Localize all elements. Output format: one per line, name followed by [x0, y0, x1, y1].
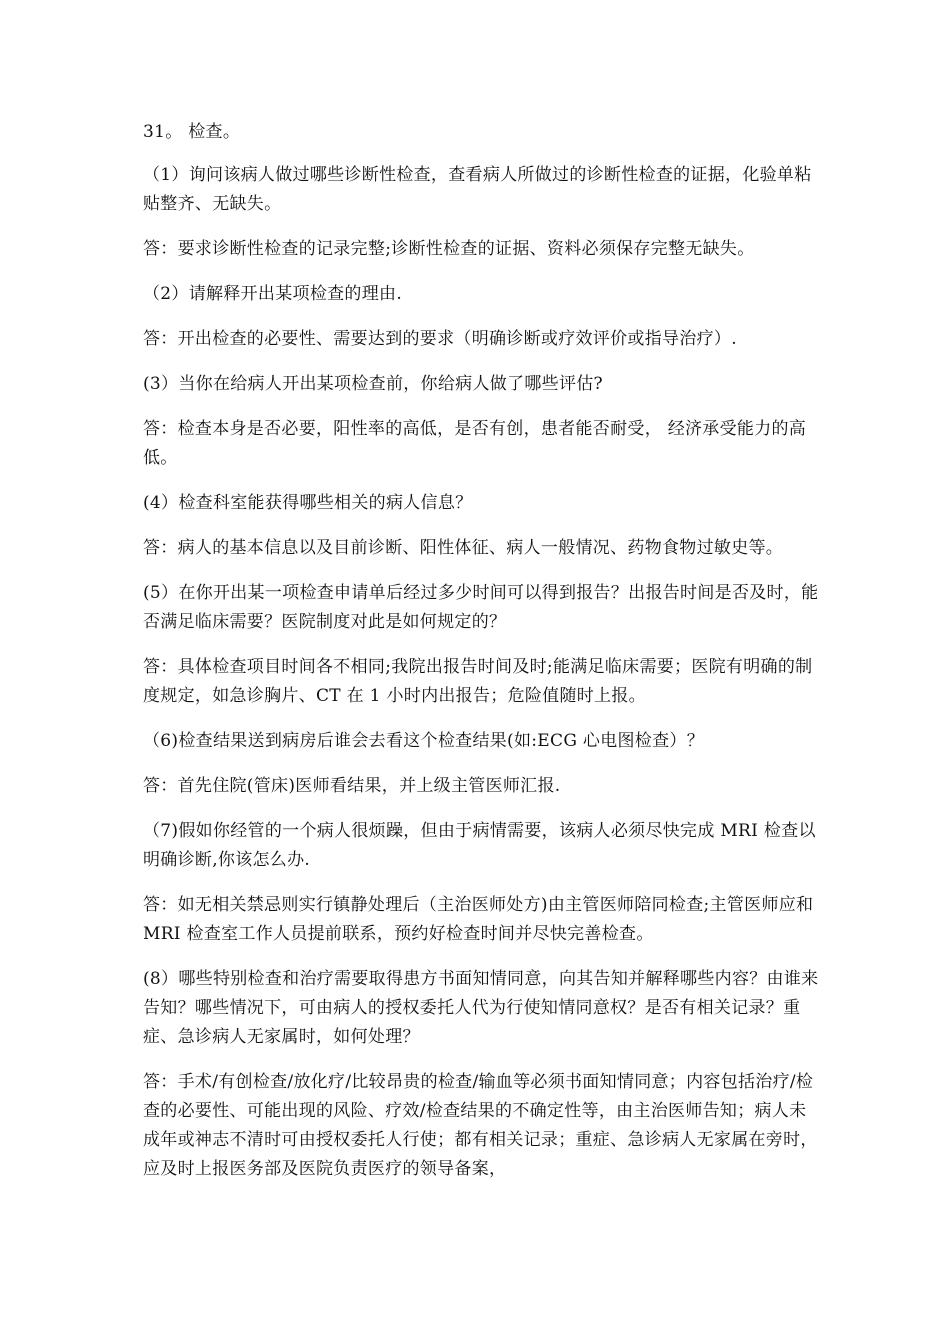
answer-2: 答：开出检查的必要性、需要达到的要求（明确诊断或疗效评价或指导治疗）. — [143, 329, 737, 349]
question-5: (5）在你开出某一项检查申请单后经过多少时间可以得到报告？出报告时间是否及时，能否满足临床需要？医院制度对此是如何规定的？ — [143, 583, 819, 632]
answer-4: 答：病人的基本信息以及目前诊断、阳性体征、病人一般情况、药物食物过敏史等。 — [143, 538, 784, 558]
question-8: (8）哪些特别检查和治疗需要取得患方书面知情同意，向其告知并解释哪些内容？由谁来告知？哪些情况下，可由病人的授权委托人代为行使知情同意权？是否有相关记录？重症、急诊病人无家属时，如何处理？ — [143, 969, 819, 1047]
answer-8: 答：手术/有创检查/放化疗/比较昂贵的检查/输血等必须书面知情同意；内容包括治疗/检查的必要性、可能出现的风险、疗效/检查结果的不确定性等，由主治医师告知；病人未成年或神志不清时可由授权委托人行使；都有相关记录；重症、急诊病人无家属在旁时，应及时上报医务部及医院负责医疗的领导备案， — [143, 1072, 818, 1179]
answer-1: 答：要求诊断性检查的记录完整;诊断性检查的证据、资料必须保存完整无缺失。 — [143, 239, 755, 259]
question-2: （2）请解释开出某项检查的理由. — [143, 284, 403, 304]
question-1: （1）询问该病人做过哪些诊断性检查，查看病人所做过的诊断性检查的证据，化验单粘贴整齐、无缺失。 — [143, 165, 812, 214]
question-7: （7)假如你经管的一个病人很烦躁，但由于病情需要，该病人必须尽快完成 MRI 检查以明确诊断,你该怎么办. — [143, 821, 816, 870]
question-6: （6)检查结果送到病房后谁会去看这个检查结果(如:ECG 心电图检查）？ — [143, 731, 705, 751]
question-4: (4）检查科室能获得哪些相关的病人信息？ — [143, 493, 473, 513]
document-page — [143, 118, 823, 1200]
section-heading: 31。 检查。 — [143, 122, 241, 142]
question-3: (3）当你在给病人开出某项检查前，你给病人做了哪些评估? — [143, 374, 603, 394]
answer-5: 答：具体检查项目时间各不相同;我院出报告时间及时;能满足临床需要；医院有明确的制度规定，如急诊胸片、CT 在 1 小时内出报告；危险值随时上报。 — [143, 657, 813, 706]
answer-6: 答：首先住院(管床)医师看结果，并上级主管医师汇报. — [143, 776, 561, 796]
answer-7: 答：如无相关禁忌则实行镇静处理后（主治医师处方)由主管医师陪同检查;主管医师应和 MRI 检查室工作人员提前联系，预约好检查时间并尽快完善检查。 — [143, 895, 814, 944]
answer-3: 答：检查本身是否必要，阳性率的高低，是否有创，患者能否耐受， 经济承受能力的高低。 — [143, 419, 807, 468]
